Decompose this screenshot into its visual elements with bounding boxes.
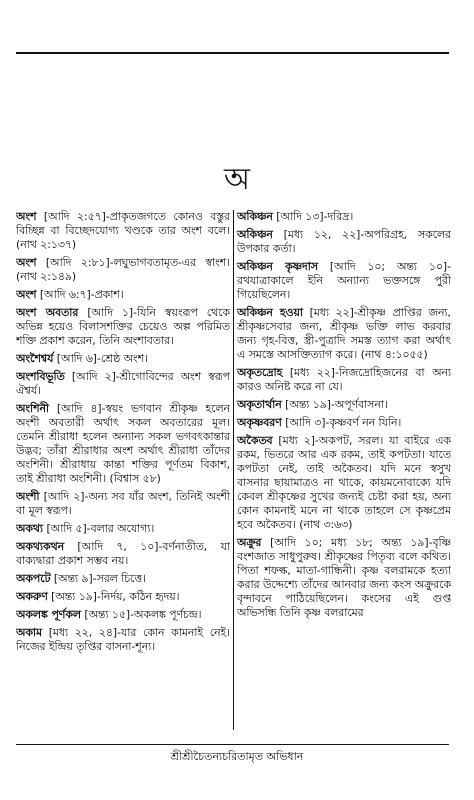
dictionary-entry bbox=[237, 416, 451, 430]
entry-definition: [মধ্য ২]-অকপট, সরল। যা বাইরে এক রকম, ভিতরে আর এক রকম, তাই কপটতা। যাতে কপটতা নেই, তাই অকৈতব। যদি মনে স্বসুখ বাসনার ছায়ামাত্রও না থাকে, কায়মনোবাক্যে যদি কেবল শ্রীকৃষ্ণের সুখের জন্যই চেষ্টা করা হয়, অন্য কোন কামনাই মনে না থাকে তাহলে সে কৃষ্ণপ্রেম হবে অকৈতব। (নাথ ৩:৬৩) bbox=[237, 434, 451, 531]
entry-definition: [আদি ৪]-স্বয়ং ভগবান শ্রীকৃষ্ণ হলেন অংশী অবতারী অর্থাৎ সকল অবতারের মূল। তেমনি শ্রীরাধা হলেন অন্যান্য সকল ভগবৎকান্তার উদ্ভব; তাঁরা শ্রীরাধার অংশ অর্থাৎ শ্রীরাধা তাঁদের অংশিনী। শ্রীরাধায় কান্তা শক্তির পূর্ণতম বিকাশ, তাই শ্রীরাধা অংশিনী। (বিশ্বাস ৫৮) bbox=[16, 402, 230, 485]
entry-definition: [আদি ৬]-শ্রেষ্ঠ অংশ। bbox=[53, 352, 148, 365]
dictionary-entry bbox=[16, 572, 230, 586]
entry-headword: অকিঞ্চন bbox=[237, 210, 273, 223]
dictionary-entry bbox=[16, 608, 230, 622]
entry-definition: [আদি ১০; মধ্য ১৮; অন্ত্য ১৯]-বৃষ্ণি বংশজাত সাধুপুরুষ। শ্রীকৃষ্ণের পিতৃব্য বলে কথিত। পিতা শফল্ক, মাতা-গান্ধিনী। কৃষ্ণ বলরামকে হত্যা করার উদ্দেশ্যে তাঁদের আনবার জন্য কংস অক্রুরকে বৃন্দাবনে পাঠিয়েছিলেন। কংসের এই গুপ্ত অভিসন্ধি তিনি কৃষ্ণ বলরামের bbox=[237, 536, 451, 619]
entry-headword: অকৃতার্থান bbox=[237, 398, 282, 411]
page-footer: শ্রীশ্রীচৈতন্যচরিতামৃত অভিধান bbox=[170, 750, 304, 763]
dictionary-entry bbox=[237, 366, 451, 394]
dictionary-entry bbox=[237, 260, 451, 302]
entry-definition: [অন্ত্য ১৯]-অপূর্ণবাসনা। bbox=[281, 398, 388, 411]
entry-headword: অকপটে bbox=[16, 572, 51, 585]
entry-headword: অংশিনী bbox=[16, 402, 50, 415]
dictionary-entry bbox=[16, 370, 230, 398]
entry-definition: [মধ্য ২২]-শ্রীকৃষ্ণ প্রাপ্তির জন্য, শ্রীকৃষ্ণসেবার জন্য, শ্রীকৃষ্ণ ভক্তি লাভ করবার জন্য গৃহ-বিত্ত, স্ত্রী-পুত্রাদি সমস্ত ত্যাগ করা অর্থাৎ এ সমস্তে আসক্তিত্যাগ করে। (নাথ ৪:১০৫৫) bbox=[237, 306, 451, 361]
dictionary-entry bbox=[16, 490, 230, 518]
entry-headword: অংশৈশ্বর্য bbox=[16, 352, 54, 365]
entry-headword: অকলঙ্ক পূর্ণকল bbox=[16, 608, 81, 621]
entry-definition: [আদি ৫]-বলার অযোগ্য। bbox=[43, 522, 155, 535]
dictionary-entry bbox=[237, 306, 451, 362]
entry-headword: অংশ bbox=[16, 210, 37, 223]
entry-headword: অংশবিভূতি bbox=[16, 370, 65, 383]
entry-definition: [মধ্য ২২, ২৪]-যার কোন কামনাই নেই। নিজের ইন্দ্রিয় তৃপ্তির বাসনা-শূন্য। bbox=[16, 626, 230, 653]
top-rule bbox=[16, 52, 449, 54]
dictionary-entry bbox=[16, 402, 230, 486]
dictionary-entry bbox=[16, 288, 230, 302]
dictionary-entry bbox=[16, 210, 230, 252]
dictionary-entry bbox=[16, 626, 230, 654]
left-column bbox=[16, 210, 233, 730]
entry-definition: [আদি ২:৮১]-লঘুভাগবতামৃত-এর স্বাংশ। (নাথ ২:১৪৯) bbox=[16, 256, 230, 283]
dictionary-columns bbox=[16, 210, 452, 730]
entry-definition: [অন্ত্য ৯]-সরল চিত্তে। bbox=[50, 572, 146, 585]
dictionary-entry bbox=[16, 522, 230, 536]
entry-definition: [আদি ৬:৭]-প্রকাশ। bbox=[36, 288, 124, 301]
entry-definition: [মধ্য ২২]-নিজদ্রোহিজনের বা অন্য কারও অনিষ্ট করে না যে। bbox=[237, 366, 451, 393]
entry-headword: অকিঞ্চন কৃষ্ণদাস bbox=[237, 260, 318, 273]
entry-definition: [আদি ১০; অন্ত্য ১০]-রথযাত্রাকালে ইনি অন্যান্য ভক্তসঙ্গে পুরী গিয়েছিলেন। bbox=[237, 260, 451, 301]
dictionary-entry bbox=[237, 210, 451, 224]
entry-headword: অংশ অবতার bbox=[16, 306, 79, 319]
entry-definition: [আদি ৭, ১০]-বর্ণনাতীত, যা বাক্যদ্বারা প্রকাশ সম্ভব নয়। bbox=[16, 540, 230, 567]
dictionary-entry bbox=[237, 434, 451, 532]
dictionary-entry bbox=[237, 398, 451, 412]
entry-headword: অংশ bbox=[16, 288, 37, 301]
entry-headword: অকথ্যকথন bbox=[16, 540, 65, 553]
entry-definition: [আদি ২:৫৭]-প্রাকৃতজগতে কোনও বস্তুর বিচ্ছিন্ন বা বিচ্ছেদযোগ্য খণ্ডকে তার অংশ বলে। (নাথ ২:১৩৭) bbox=[16, 210, 230, 251]
right-column bbox=[233, 210, 451, 730]
dictionary-entry bbox=[237, 536, 451, 620]
entry-headword: অংশ bbox=[16, 256, 37, 269]
entry-headword: অকিঞ্চন bbox=[237, 228, 273, 241]
entry-headword: অকাম bbox=[16, 626, 43, 639]
entry-definition: [অন্ত্য ১৫]-অকলঙ্ক পূর্ণচন্দ্র। bbox=[80, 608, 202, 621]
dictionary-entry bbox=[16, 306, 230, 348]
entry-definition: [আদি ১৩]-দরিদ্র। bbox=[272, 210, 354, 223]
bottom-rule bbox=[16, 744, 449, 745]
entry-headword: অকরুণ bbox=[16, 590, 48, 603]
entry-definition: [মধ্য ১২, ২২]-অপরিগ্রহ, সকলের উপকার কর্তা। bbox=[237, 228, 451, 255]
entry-definition: [আদি ৩]-কৃষ্ণবর্ণ নন যিনি। bbox=[281, 416, 402, 429]
entry-headword: অকৈতব bbox=[237, 434, 273, 447]
dictionary-entry bbox=[16, 352, 230, 366]
entry-headword: অকিঞ্চন হওয়া bbox=[237, 306, 303, 319]
dictionary-entry bbox=[237, 228, 451, 256]
entry-headword: অংশী bbox=[16, 490, 40, 503]
entry-definition: [আদি ১]-যিনি স্বয়ংরূপ থেকে অভিন্ন হয়েও বিলাসশক্তির চেয়েও অল্প পরিমিত শক্তি প্রকাশ করেন, তিনি অংশাবতার। bbox=[16, 306, 230, 347]
dictionary-entry bbox=[16, 540, 230, 568]
entry-headword: অকথ্য bbox=[16, 522, 44, 535]
entry-headword: অকৃষ্ণবরণ bbox=[237, 416, 282, 429]
entry-definition: [আদি ২]-শ্রীগোবিন্দের অংশ স্বরূপ ঐশ্বর্য। bbox=[16, 370, 230, 397]
section-letter: অ bbox=[224, 162, 250, 197]
dictionary-entry bbox=[16, 256, 230, 284]
entry-definition: [অন্ত্য ১৯]-নির্দয়, কঠিন হৃদয়। bbox=[47, 590, 180, 603]
dictionary-entry bbox=[16, 590, 230, 604]
entry-headword: অক্রুর bbox=[237, 536, 262, 549]
entry-headword: অকৃতদ্রোহ bbox=[237, 366, 283, 379]
entry-definition: [আদি ২]-অন্য সব যাঁর অংশ, তিনিই অংশী বা মূল স্বরূপ। bbox=[16, 490, 230, 517]
